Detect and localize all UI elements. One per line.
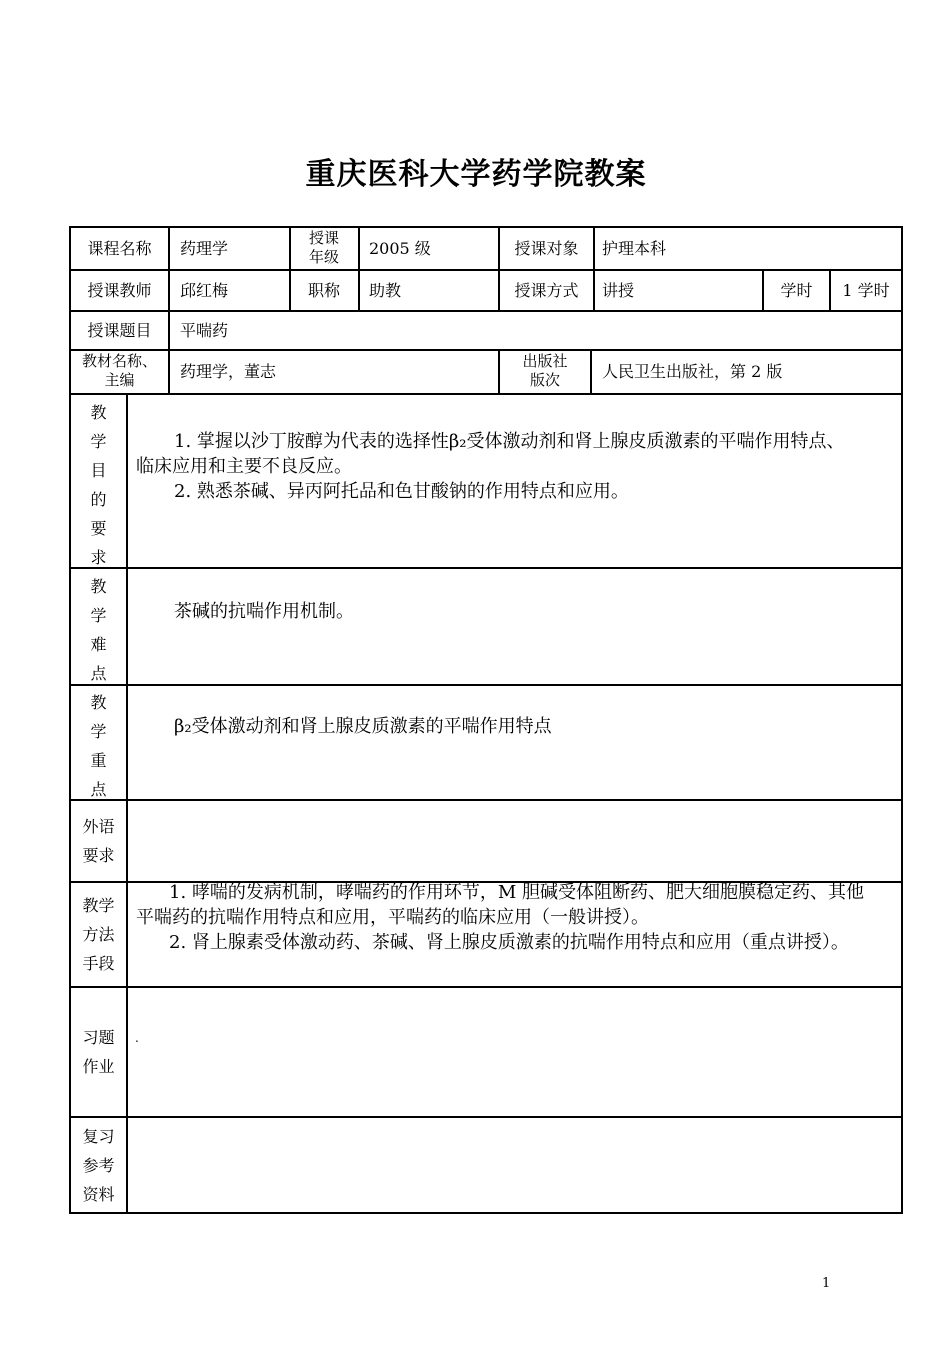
table-rule — [168, 226, 170, 311]
grade-value: 2005 级 — [369, 238, 431, 258]
method-label: 授课方式 — [514, 280, 579, 300]
publisher-label — [500, 352, 590, 393]
label-char: 学 — [90, 722, 107, 741]
grade-label-line: 年级 — [308, 248, 339, 266]
label-char: 教 — [90, 403, 107, 422]
page-title: 重庆医科大学药学院教案 — [305, 157, 647, 192]
table-rule — [69, 986, 903, 988]
audience-value: 护理本科 — [602, 238, 667, 258]
label-line: 复习 — [82, 1127, 115, 1146]
label-line: 作业 — [82, 1057, 115, 1076]
methods-line: 2. 肾上腺素受体激动药、茶碱、肾上腺皮质激素的抗喘作用特点和应用（重点讲授）。 — [169, 932, 849, 953]
label-line: 教学 — [82, 896, 115, 915]
label-line: 方法 — [82, 925, 115, 944]
label-char: 的 — [90, 490, 107, 509]
label-char: 教 — [90, 693, 107, 712]
references-label — [71, 1122, 126, 1209]
label-char: 要 — [90, 519, 107, 538]
label-char: 点 — [90, 780, 107, 799]
publisher-value: 人民卫生出版社，第 2 版 — [602, 362, 783, 381]
table-rule — [901, 226, 903, 1214]
objectives-label — [71, 398, 126, 572]
objectives-line: 临床应用和主要不良反应。 — [136, 456, 352, 477]
label-line: 习题 — [82, 1028, 115, 1047]
course-name-value: 药理学 — [180, 238, 229, 258]
language-label — [71, 801, 126, 881]
methods-label — [71, 883, 126, 986]
course-name-label: 课程名称 — [87, 238, 152, 258]
methods-text — [136, 880, 901, 955]
teacher-label: 授课教师 — [87, 280, 152, 300]
textbook-label — [71, 352, 168, 393]
topic-label: 授课题目 — [87, 320, 152, 340]
label-char: 难 — [90, 635, 107, 654]
page-number: 1 — [822, 1276, 831, 1291]
label-line: 资料 — [82, 1185, 115, 1204]
table-rule — [69, 1116, 903, 1118]
textbook-label-line: 主编 — [104, 371, 135, 389]
table-rule — [69, 799, 903, 801]
rank-value: 助教 — [369, 280, 402, 300]
objectives-text — [136, 429, 901, 504]
homework-label — [71, 988, 126, 1116]
lesson-plan-table — [69, 226, 903, 1214]
objectives-line: 1. 掌握以沙丁胺醇为代表的选择性β₂受体激动剂和肾上腺皮质激素的平喘作用特点、 — [174, 431, 845, 452]
table-rule — [126, 393, 128, 1214]
hours-label: 学时 — [780, 280, 813, 300]
methods-line: 1. 哮喘的发病机制，哮喘药的作用环节，M 胆碱受体阻断药、肥大细胞膜稳定药、其他 — [169, 882, 865, 903]
table-rule — [168, 349, 170, 394]
label-char: 学 — [90, 432, 107, 451]
key-points-text: β₂受体激动剂和肾上腺皮质激素的平喘作用特点 — [174, 716, 552, 737]
textbook-label-line: 教材名称、 — [81, 352, 157, 370]
publisher-label-line: 版次 — [529, 371, 560, 389]
publisher-label-line: 出版社 — [522, 352, 568, 370]
methods-line: 平喘药的抗喘作用特点和应用，平喘药的临床应用（一般讲授）。 — [136, 907, 649, 928]
label-char: 教 — [90, 577, 107, 596]
label-char: 学 — [90, 606, 107, 625]
table-rule — [69, 393, 903, 395]
label-char: 点 — [90, 664, 107, 683]
label-char: 重 — [90, 751, 107, 770]
table-rule — [69, 1212, 903, 1214]
key-points-label — [71, 688, 126, 804]
topic-value: 平喘药 — [180, 320, 229, 340]
method-value: 讲授 — [602, 280, 635, 300]
audience-label: 授课对象 — [514, 238, 579, 258]
rank-label: 职称 — [307, 280, 340, 300]
grade-label-line: 授课 — [308, 229, 339, 247]
label-char: 目 — [90, 461, 107, 480]
table-rule — [593, 226, 595, 311]
grade-label — [290, 229, 358, 269]
label-line: 要求 — [82, 846, 115, 865]
difficulties-label — [71, 572, 126, 688]
objectives-line: 2. 熟悉茶碱、异丙阿托品和色甘酸钠的作用特点和应用。 — [174, 481, 629, 502]
table-rule — [69, 684, 903, 686]
homework-text: . — [135, 1031, 139, 1045]
label-line: 外语 — [82, 817, 115, 836]
table-rule — [590, 349, 592, 394]
difficulties-text: 茶碱的抗喘作用机制。 — [174, 601, 354, 622]
label-char: 求 — [90, 548, 107, 567]
textbook-value: 药理学，董志 — [180, 362, 277, 381]
table-rule — [69, 567, 903, 569]
label-line: 手段 — [82, 954, 115, 973]
table-rule — [168, 310, 170, 350]
label-line: 参考 — [82, 1156, 115, 1175]
hours-value: 1 学时 — [842, 280, 890, 300]
table-rule — [358, 226, 360, 311]
teacher-value: 邱红梅 — [180, 280, 229, 300]
